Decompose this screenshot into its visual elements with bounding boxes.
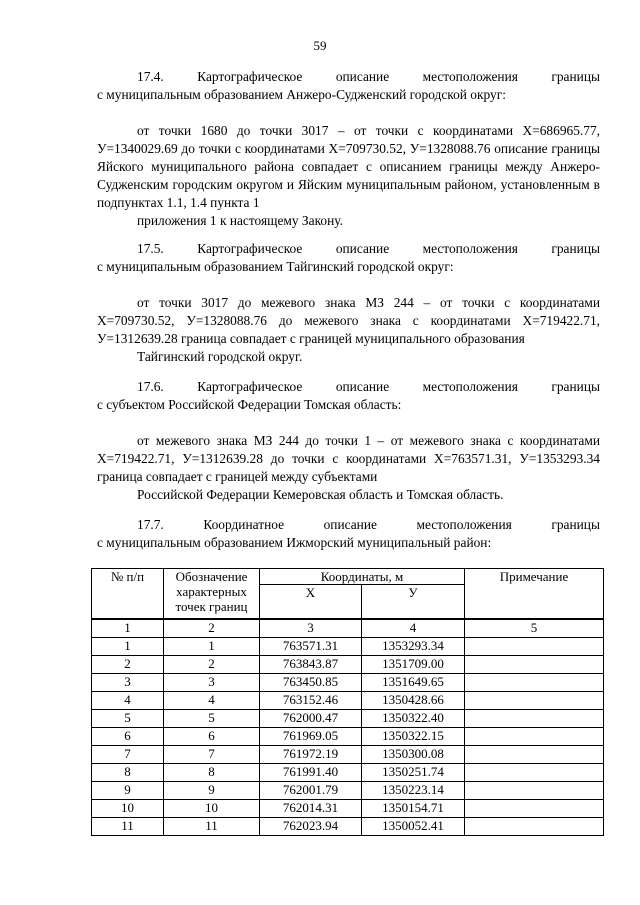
heading-word: местоположения xyxy=(422,69,518,84)
point-id-cell: 3 xyxy=(164,674,260,692)
table-row xyxy=(92,638,604,656)
point-id-cell: 6 xyxy=(164,728,260,746)
row-number-cell: 1 xyxy=(92,638,164,656)
x-coordinate-cell: 763450.85 xyxy=(260,674,362,692)
table-row xyxy=(92,818,604,836)
column-number: 4 xyxy=(362,619,465,638)
column-number: 2 xyxy=(164,619,260,638)
x-coordinate-cell: 761969.05 xyxy=(260,728,362,746)
section-17-5-paragraph xyxy=(97,294,600,366)
row-number-cell: 7 xyxy=(92,746,164,764)
paragraph-text: от точки 1680 до точки 3017 – от точки с координатами Х=686965.77, У=1340029.69 до точки с координатами Х=709730.52, У=1328088.76 описание границы Яйского муниципального района совпадает с описанием границы между Анжеро-Судженским городским округом и Яйским муниципальным районом, установленным в подпунктах 1.1, 1.4 пункта 1 xyxy=(97,123,600,210)
point-id-cell: 7 xyxy=(164,746,260,764)
heading-word: описание xyxy=(335,69,390,84)
x-coordinate-cell: 762023.94 xyxy=(260,818,362,836)
column-numbers-row xyxy=(92,619,604,638)
heading-word: местоположения xyxy=(416,517,512,532)
y-coordinate-cell: 1350322.40 xyxy=(362,710,465,728)
paragraph-last-line: Российской Федерации Кемеровская область и Томская область. xyxy=(137,487,504,502)
x-coordinate-cell: 762014.31 xyxy=(260,800,362,818)
heading-word: Картографическое xyxy=(197,69,303,84)
point-id-cell: 4 xyxy=(164,692,260,710)
point-id-cell: 8 xyxy=(164,764,260,782)
section-number: 17.4. xyxy=(137,69,164,84)
heading-word: Картографическое xyxy=(197,241,303,256)
heading-word: границы xyxy=(551,517,600,532)
heading-continuation: с муниципальным образованием Тайгинский городской округ: xyxy=(97,259,454,274)
section-number: 17.5. xyxy=(137,241,164,256)
point-id-cell: 1 xyxy=(164,638,260,656)
section-17-6-paragraph xyxy=(97,432,600,504)
x-coordinate-cell: 762000.47 xyxy=(260,710,362,728)
heading-word: Картографическое xyxy=(197,379,303,394)
table-row xyxy=(92,674,604,692)
table-row xyxy=(92,782,604,800)
table-row xyxy=(92,764,604,782)
heading-word: описание xyxy=(335,379,390,394)
table-row xyxy=(92,728,604,746)
header-y: У xyxy=(362,585,465,620)
note-cell xyxy=(465,728,604,746)
section-17-5-heading xyxy=(97,240,600,276)
heading-word: Координатное xyxy=(203,517,285,532)
heading-word: местоположения xyxy=(422,241,518,256)
heading-word: описание xyxy=(335,241,390,256)
header-point-designation: Обозначение характерных точек границ xyxy=(164,569,260,620)
paragraph-last-line: приложения 1 к настоящему Закону. xyxy=(137,213,343,228)
section-17-4-paragraph xyxy=(97,122,600,230)
section-17-4-heading xyxy=(97,68,600,104)
note-cell xyxy=(465,764,604,782)
table-row xyxy=(92,692,604,710)
note-cell xyxy=(465,818,604,836)
heading-continuation: с муниципальным образованием Ижморский муниципальный район: xyxy=(97,535,492,550)
table-row xyxy=(92,800,604,818)
row-number-cell: 8 xyxy=(92,764,164,782)
note-cell xyxy=(465,638,604,656)
y-coordinate-cell: 1351709.00 xyxy=(362,656,465,674)
paragraph-last-line: Тайгинский городской округ. xyxy=(137,349,303,364)
section-number: 17.7. xyxy=(137,517,164,532)
header-x: Х xyxy=(260,585,362,620)
header-row-number: № п/п xyxy=(92,569,164,620)
note-cell xyxy=(465,710,604,728)
heading-continuation: с субъектом Российской Федерации Томская область: xyxy=(97,397,402,412)
note-cell xyxy=(465,674,604,692)
y-coordinate-cell: 1350052.41 xyxy=(362,818,465,836)
x-coordinate-cell: 762001.79 xyxy=(260,782,362,800)
x-coordinate-cell: 763571.31 xyxy=(260,638,362,656)
header-coordinates: Координаты, м xyxy=(260,569,465,585)
note-cell xyxy=(465,782,604,800)
heading-word: описание xyxy=(323,517,377,532)
point-id-cell: 5 xyxy=(164,710,260,728)
table-row xyxy=(92,656,604,674)
header-note: Примечание xyxy=(465,569,604,620)
row-number-cell: 2 xyxy=(92,656,164,674)
column-number: 1 xyxy=(92,619,164,638)
y-coordinate-cell: 1351649.65 xyxy=(362,674,465,692)
x-coordinate-cell: 761972.19 xyxy=(260,746,362,764)
section-17-6-heading xyxy=(97,378,600,414)
point-id-cell: 2 xyxy=(164,656,260,674)
y-coordinate-cell: 1350154.71 xyxy=(362,800,465,818)
heading-word: местоположения xyxy=(422,379,518,394)
heading-continuation: с муниципальным образованием Анжеро-Судженский городской округ: xyxy=(97,87,506,102)
y-coordinate-cell: 1350300.08 xyxy=(362,746,465,764)
row-number-cell: 5 xyxy=(92,710,164,728)
table-row xyxy=(92,710,604,728)
coordinates-table xyxy=(91,568,604,836)
note-cell xyxy=(465,692,604,710)
heading-word: границы xyxy=(551,379,600,394)
point-id-cell: 10 xyxy=(164,800,260,818)
y-coordinate-cell: 1350251.74 xyxy=(362,764,465,782)
heading-word: границы xyxy=(551,241,600,256)
y-coordinate-cell: 1353293.34 xyxy=(362,638,465,656)
y-coordinate-cell: 1350428.66 xyxy=(362,692,465,710)
row-number-cell: 3 xyxy=(92,674,164,692)
row-number-cell: 11 xyxy=(92,818,164,836)
column-number: 3 xyxy=(260,619,362,638)
row-number-cell: 9 xyxy=(92,782,164,800)
note-cell xyxy=(465,746,604,764)
point-id-cell: 9 xyxy=(164,782,260,800)
paragraph-text: от межевого знака МЗ 244 до точки 1 – от межевого знака с координатами Х=719422.71, У=1312639.28 до точки с координатами Х=763571.31, У=1353293.34 граница совпадает с границей между субъектами xyxy=(97,433,600,484)
y-coordinate-cell: 1350223.14 xyxy=(362,782,465,800)
x-coordinate-cell: 763843.87 xyxy=(260,656,362,674)
note-cell xyxy=(465,800,604,818)
column-number: 5 xyxy=(465,619,604,638)
table-row xyxy=(92,746,604,764)
point-id-cell: 11 xyxy=(164,818,260,836)
x-coordinate-cell: 761991.40 xyxy=(260,764,362,782)
page-number: 59 xyxy=(313,38,327,53)
section-number: 17.6. xyxy=(137,379,164,394)
paragraph-text: от точки 3017 до межевого знака МЗ 244 – от точки с координатами Х=709730.52, У=1328088.76 до межевого знака с координатами Х=719422.71, У=1312639.28 граница совпадает с границей муниципального образования xyxy=(97,295,600,346)
row-number-cell: 6 xyxy=(92,728,164,746)
row-number-cell: 10 xyxy=(92,800,164,818)
section-17-7-heading xyxy=(97,516,600,552)
y-coordinate-cell: 1350322.15 xyxy=(362,728,465,746)
heading-word: границы xyxy=(551,69,600,84)
note-cell xyxy=(465,656,604,674)
row-number-cell: 4 xyxy=(92,692,164,710)
x-coordinate-cell: 763152.46 xyxy=(260,692,362,710)
